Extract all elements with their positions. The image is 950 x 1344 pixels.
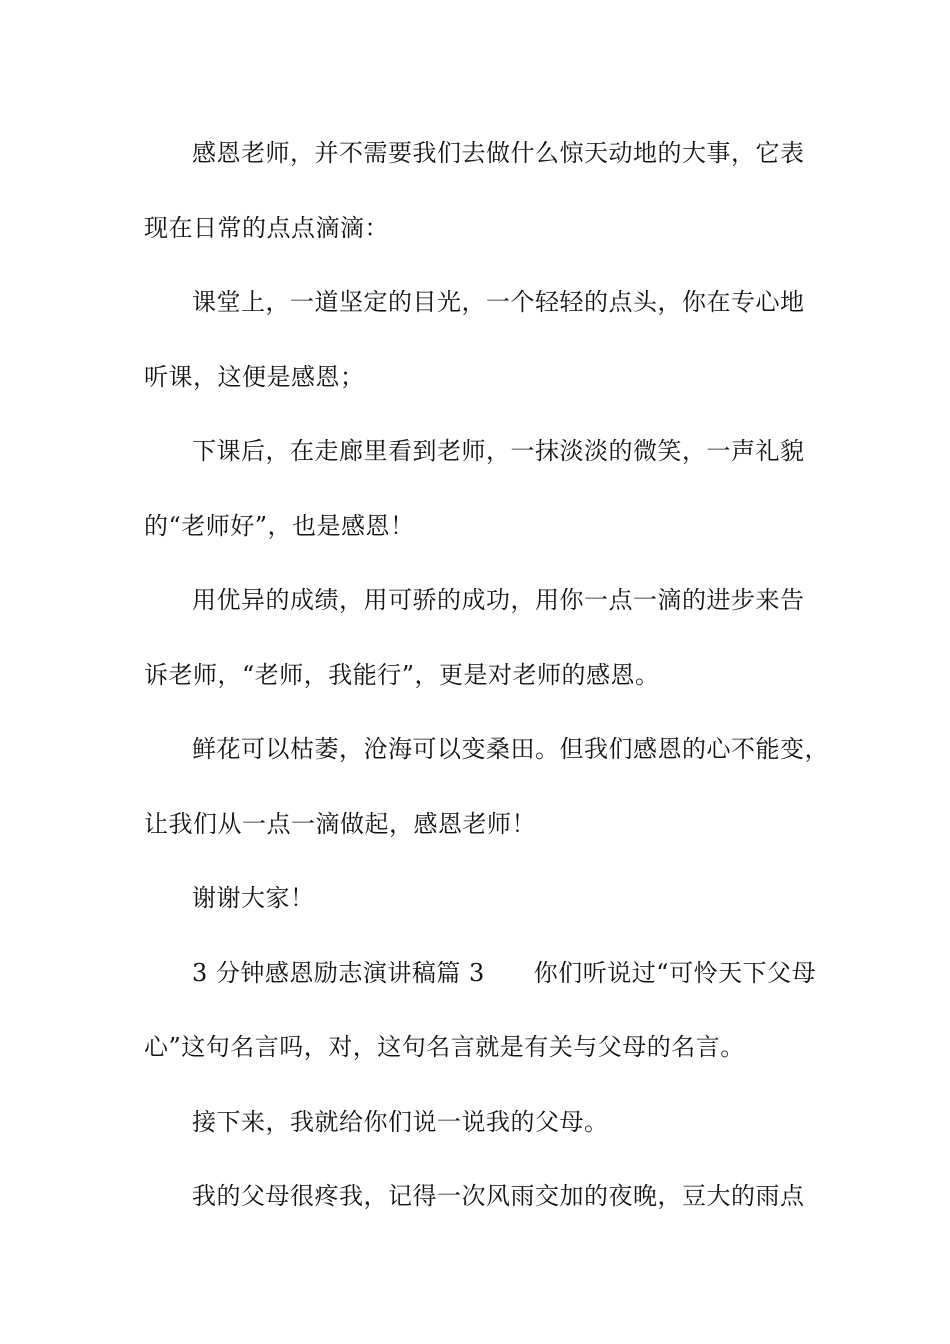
text-line: 让我们从一点一滴做起，感恩老师！ xyxy=(144,810,536,838)
text-line: 课堂上，一道坚定的目光，一个轻轻的点头，你在专心地 xyxy=(192,288,805,316)
text-line: 我的父母很疼我，记得一次风雨交加的夜晚，豆大的雨点 xyxy=(192,1182,805,1210)
text-line: 用优异的成绩，用可骄的成功，用你一点一滴的进步来告 xyxy=(192,586,805,614)
text-line: 听课，这便是感恩； xyxy=(144,363,365,391)
text-line: 谢谢大家！ xyxy=(192,884,315,912)
text-line: 3 分钟感恩励志演讲稿篇 3 你们听说过“可怜天下父母 xyxy=(192,959,817,987)
text-line: 的“老师好”，也是感恩！ xyxy=(144,512,415,540)
text-line: 心”这句名言吗，对，这句名言就是有关与父母的名言。 xyxy=(144,1033,745,1061)
text-line: 感恩老师，并不需要我们去做什么惊天动地的大事，它表 xyxy=(192,139,805,167)
text-line: 诉老师，“老师，我能行”，更是对老师的感恩。 xyxy=(144,661,660,689)
text-line: 接下来，我就给你们说一说我的父母。 xyxy=(192,1108,609,1136)
text-line: 现在日常的点点滴滴： xyxy=(144,214,389,242)
text-line: 下课后，在走廊里看到老师，一抹淡淡的微笑，一声礼貌 xyxy=(192,437,805,465)
text-line: 鲜花可以枯萎，沧海可以变桑田。但我们感恩的心不能变， xyxy=(192,735,829,763)
